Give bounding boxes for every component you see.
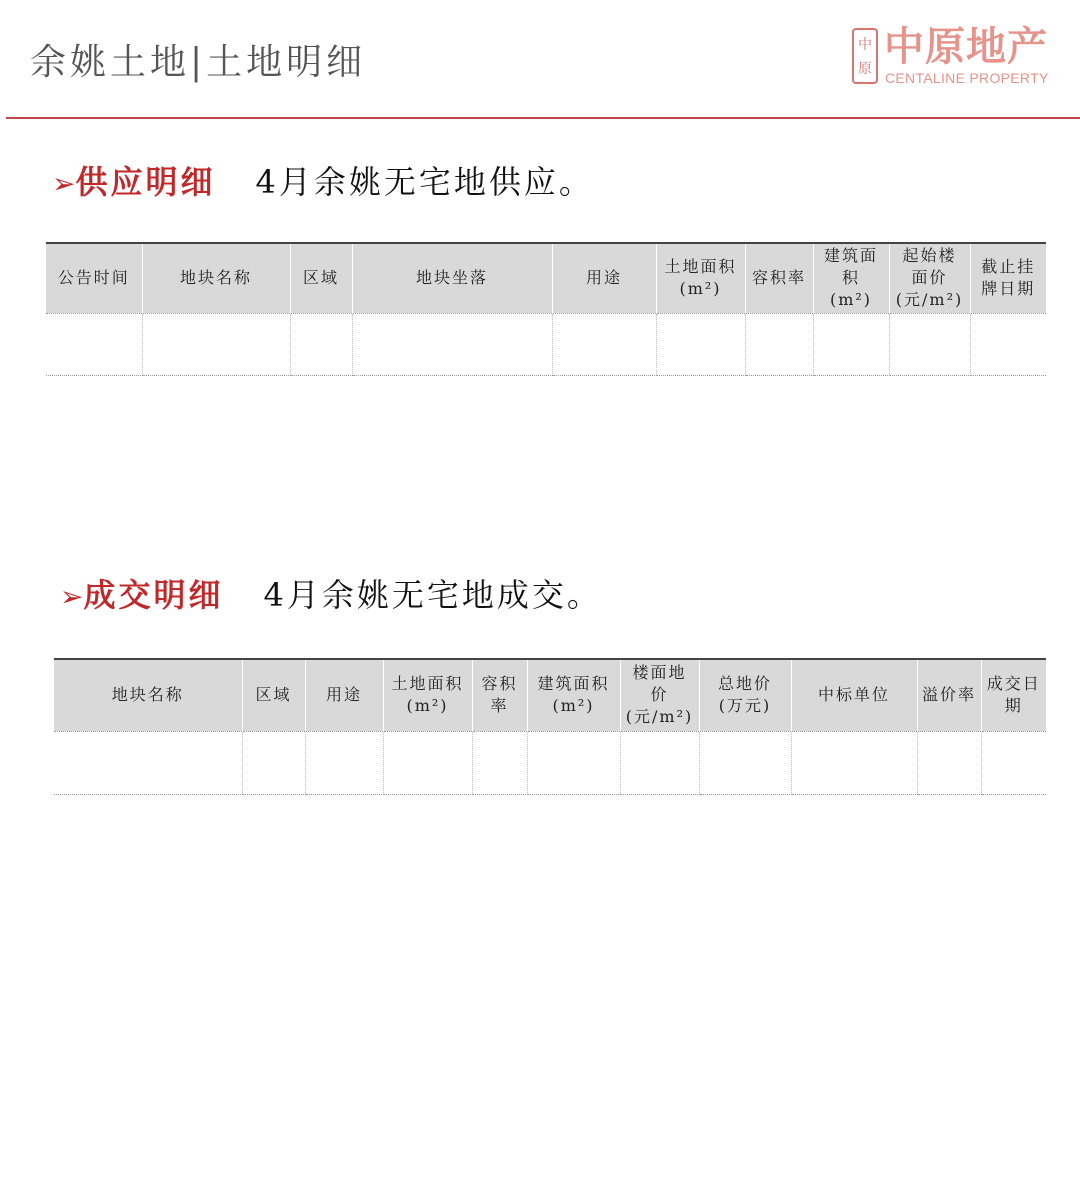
deal-empty-cell: [620, 731, 699, 794]
deal-empty-row: [54, 731, 1046, 794]
deal-empty-cell: [699, 731, 791, 794]
deal-column-header: [699, 659, 791, 731]
deal-empty-cell: [527, 731, 620, 794]
deal-column-label: 区域: [255, 685, 292, 705]
deal-column-header: [527, 659, 620, 731]
supply-label: 供应明细: [75, 163, 216, 201]
deal-table: [54, 658, 1046, 795]
supply-heading: [52, 162, 594, 204]
deal-column-label: 建筑面积 (m²): [537, 674, 610, 716]
deal-column-label: 地块名称: [111, 685, 184, 705]
supply-column-header: [352, 243, 552, 313]
deal-column-header: [54, 659, 242, 731]
supply-empty-cell: [745, 313, 813, 375]
arrow-bullet-icon: ➢: [52, 167, 76, 200]
deal-column-label: 用途: [325, 685, 362, 705]
deal-column-header: [305, 659, 383, 731]
logo-seal-top: 中: [858, 37, 872, 53]
logo-seal-bottom: 原: [858, 61, 872, 77]
deal-column-header: [981, 659, 1046, 731]
supply-column-header: [142, 243, 290, 313]
deal-empty-cell: [54, 731, 242, 794]
supply-column-label: 地块名称: [179, 268, 252, 288]
supply-header-row: [46, 243, 1046, 313]
deal-empty-cell: [242, 731, 305, 794]
supply-column-label: 起始楼 面价 (元/m²): [895, 246, 964, 310]
supply-empty-cell: [46, 313, 142, 375]
page-header: [0, 0, 1080, 118]
supply-column-header: [656, 243, 745, 313]
supply-column-header: [46, 243, 142, 313]
supply-column-header: [970, 243, 1046, 313]
supply-empty-cell: [889, 313, 970, 375]
supply-table: [46, 242, 1046, 376]
deal-empty-cell: [472, 731, 527, 794]
deal-heading: [60, 575, 602, 617]
deal-column-label: 楼面地 价 (元/m²): [625, 663, 694, 727]
logo-seal-icon: [852, 28, 878, 84]
supply-empty-cell: [813, 313, 889, 375]
header-divider: [6, 117, 1080, 119]
supply-column-header: [290, 243, 352, 313]
arrow-bullet-icon: ➢: [60, 580, 84, 613]
deal-empty-cell: [305, 731, 383, 794]
deal-column-header: [791, 659, 917, 731]
deal-header-row: [54, 659, 1046, 731]
supply-empty-cell: [290, 313, 352, 375]
deal-column-label: 容积 率: [481, 674, 518, 716]
deal-column-header: [917, 659, 981, 731]
supply-column-header: [889, 243, 970, 313]
logo-name-cn: 中原地产: [884, 24, 1048, 70]
centaline-logo: [852, 24, 1052, 88]
supply-empty-cell: [970, 313, 1046, 375]
logo-name-en: CENTALINE PROPERTY: [885, 70, 1049, 86]
deal-empty-cell: [791, 731, 917, 794]
supply-column-label: 土地面积 (m²): [664, 257, 737, 299]
supply-column-label: 区域: [302, 268, 339, 288]
page-title: 余姚土地|土地明细: [30, 42, 367, 83]
supply-column-label: 建筑面 积 (m²): [823, 246, 878, 310]
deal-column-label: 总地价 (万元): [717, 674, 772, 716]
deal-column-header: [383, 659, 472, 731]
deal-label: 成交明细: [83, 576, 224, 614]
supply-column-label: 容积率: [751, 268, 806, 288]
deal-column-header: [472, 659, 527, 731]
supply-column-label: 截止挂 牌日期: [981, 257, 1036, 299]
supply-column-label: 公告时间: [57, 268, 130, 288]
supply-column-header: [552, 243, 656, 313]
deal-description: 4月余姚无宅地成交。: [263, 576, 602, 614]
deal-column-label: 溢价率: [921, 685, 976, 705]
deal-empty-cell: [981, 731, 1046, 794]
deal-column-header: [242, 659, 305, 731]
supply-column-header: [813, 243, 889, 313]
deal-empty-cell: [917, 731, 981, 794]
deal-column-label: 土地面积 (m²): [391, 674, 464, 716]
supply-empty-cell: [656, 313, 745, 375]
supply-column-header: [745, 243, 813, 313]
supply-column-label: 用途: [585, 268, 622, 288]
deal-empty-cell: [383, 731, 472, 794]
deal-column-label: 中标单位: [817, 685, 890, 705]
supply-empty-cell: [552, 313, 656, 375]
supply-description: 4月余姚无宅地供应。: [255, 163, 594, 201]
supply-empty-cell: [142, 313, 290, 375]
deal-column-header: [620, 659, 699, 731]
supply-column-label: 地块坐落: [415, 268, 488, 288]
supply-empty-row: [46, 313, 1046, 375]
deal-column-label: 成交日 期: [986, 674, 1041, 716]
supply-empty-cell: [352, 313, 552, 375]
